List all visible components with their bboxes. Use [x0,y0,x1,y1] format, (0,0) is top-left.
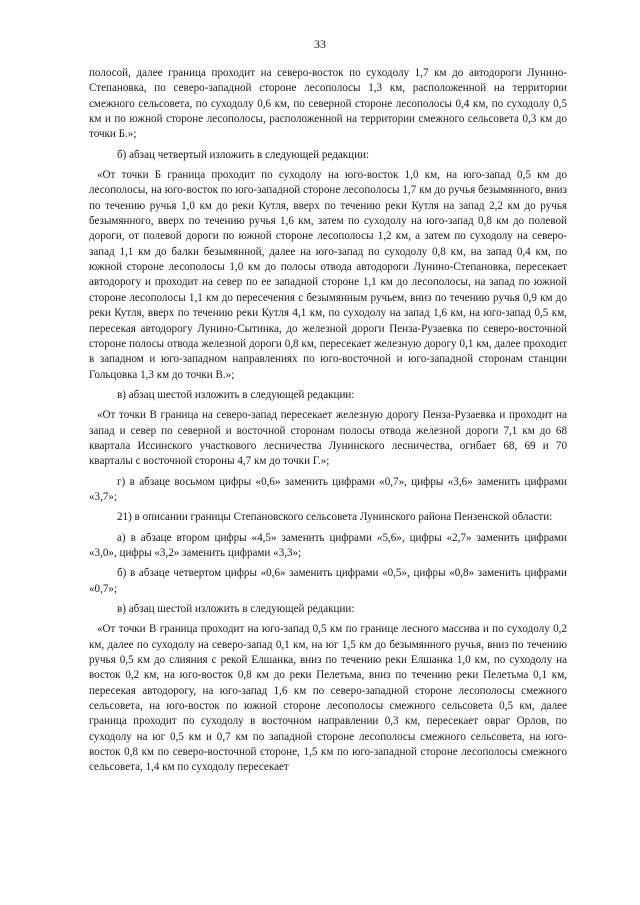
paragraph: а) в абзаце втором цифры «4,5» заменить цифрами «5,6», цифры «2,7» заменить цифрами «3,0», цифры «3,2» заменить цифрами «3,3»; [89,531,567,559]
paragraph: «От точки В граница на северо-запад пересекает железную дорогу Пенза-Рузаевка и проходит на запад и север по северной и восточной сторонам полосы отвода железной дороги 7,1 км до 68 квартала Иссинского участкового лесничества Лунинского лесничества, огибает 68, 69 и 70 кварталы с восточной стороны 4,7 км до точки Г.»; [89,409,567,468]
paragraph: «От точки Б граница проходит по суходолу на юго-восток 1,0 км, на юго-запад 0,5 км до лесополосы, на юго-восток по юго-западной стороне лесополосы 1,7 км до ручья безымянного, вниз по течению ручья 1,0 км до реки Кутля, вверх по течению реки Кутля на запад 2,2 км до ручья безымянного, вверх по течению ручья 1,6 км, затем по суходолу на юго-запад 0,8 км до полевой дороги, от полевой дороги по южной стороне лесополосы 1,2 км, а затем по суходолу на северо-запад 1,1 км до балки безымянной, далее на юго-запад по суходолу 0,8 км, на запад 0,4 км, по южной стороне лесополосы 1,0 км до полосы отвода автодороги Лунино-Степановка, пересекает автодорогу и проходит на север по ее западной стороне 1,1 км до лесополосы, на запад по южной стороне лесополосы 1,1 км до пересечения с безымянным ручьем, вниз по течению ручья 0,9 км до реки Кутля, вверх по течению реки Кутля 4,1 км, по суходолу на запад 1,6 км, на юго-запад 0,5 км, пересекая автодорогу Лунино-Сытинка, до железной дороги Пенза-Рузаевка по северо-восточной стороне полосы отвода железной дороги 0,8 км, пересекает железную дорогу 0,1 км, далее проходит в западном и юго-западном направлениях по юго-восточной и юго-западной сторонам станции Гольцовка 1,3 км до точки В.»; [89,169,567,381]
paragraph: б) абзац четвертый изложить в следующей редакции: [117,148,370,161]
paragraph: в) абзац шестой изложить в следующей редакции: [117,603,355,615]
paragraph: г) в абзаце восьмом цифры «0,6» заменить цифрами «0,7», цифры «3,6» заменить цифрами «3,7»; [89,475,567,503]
document-body [89,66,567,781]
paragraph: 21) в описании границы Степановского сельсовета Лунинского района Пензенской области: [117,511,553,524]
paragraph: полосой, далее граница проходит на северо-восток по суходолу 1,7 км до автодороги Лунино-Степановка, по северо-западной стороне лесополосы 1,3 км, расположенной на территории смежного сельсовета, по суходолу 0,6 км, по северной стороне лесополосы 0,4 км, по суходолу 0,5 км и по южной стороне лесополосы, расположенной на территории смежного сельсовета 0,3 км до точки Б.»; [89,67,567,141]
paragraph: в) абзац шестой изложить в следующей редакции: [117,388,355,401]
paragraph: «От точки В граница проходит на юго-запад 0,5 км по границе лесного массива и по суходолу 0,2 км, далее по суходолу на северо-запад 0,1 км, на юг 1,5 км до безымянного ручья, вниз по течению ручья 0,5 км до слияния с рекой Елшанка, вниз по течению реки Елшанка 1,0 км, по суходолу на восток 0,2 км, на юго-восток 0,8 км до реки Пелетьма, вниз по течению реки Пелетьма 0,1 км, пересекая автодорогу, на юго-запад 1,6 км по северо-западной стороне лесополосы смежного сельсовета, на юго-восток по южной стороне лесополосы смежного сельсовета 0,5 км, далее граница проходит по суходолу в восточном направлении 0,3 км, пересекает овраг Орлов, по суходолу на юг 0,5 км и 0,7 км по западной стороне лесополосы смежного сельсовета, на юго-восток 0,8 км по северо-восточной стороне, 1,5 км по юго-западной стороне лесополосы смежного сельсовета, 1,4 км по суходолу пересекает [89,623,567,774]
page-number: 33 [314,37,326,51]
paragraph: б) в абзаце четвертом цифры «0,6» заменить цифрами «0,5», цифры «0,8» заменить цифрами «0,7»; [89,567,567,595]
